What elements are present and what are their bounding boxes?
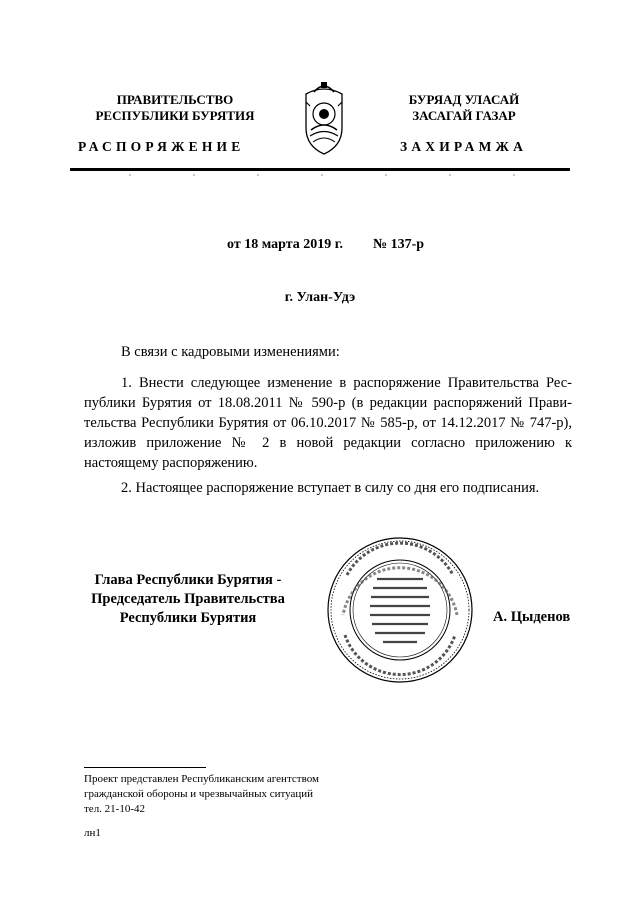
footer-line2: гражданской обороны и чрезвычайных ситуаций [84, 788, 314, 800]
header-right-doc-type: ЗАХИРАМЖА [400, 139, 528, 154]
intro-text: В связи с кадровыми изменениями: [121, 344, 340, 360]
footer-line3: тел. 21-10-42 [84, 803, 146, 815]
item-1: 1. Внести следующее изменение в распоряжение Правительства Республики Бурятия от 18.08.2011 № 590-р (в редакции распоряжений Правительства Республики Бурятия от 06.10.2017 № 585-р, от 14.12.2017 № 747-р), изложив приложение № 2 в новой редакции согласно приложению к настоящему распоряжению. [84, 375, 572, 471]
header-left-line1: ПРАВИТЕЛЬСТВО [116, 92, 234, 107]
coat-of-arms-emblem [300, 80, 348, 156]
item-2: 2. Настоящее распоряжение вступает в силу со дня его подписания. [121, 480, 540, 496]
signatory-name: А. Цыденов [493, 609, 571, 625]
signatory-title-line1: Глава Республики Бурятия - [94, 572, 282, 588]
header-left [70, 92, 280, 124]
footer-rule [84, 767, 206, 768]
footer-note [84, 772, 319, 817]
footer-code: лн1 [84, 827, 101, 839]
header-right-line1: БУРЯАД УЛАСАЙ [408, 92, 520, 107]
official-stamp [325, 535, 475, 685]
signatory-title-line2: Председатель Правительства [91, 591, 285, 607]
document-number: № 137-р [373, 237, 425, 252]
signatory-title-line3: Республики Бурятия [119, 610, 257, 626]
signatory-title [76, 571, 300, 628]
header-rule [70, 168, 570, 171]
header-right-line2: ЗАСАГАЙ ГАЗАР [412, 108, 516, 123]
footer-line1: Проект представлен Республиканским агентством [84, 773, 319, 785]
header-right [374, 92, 554, 124]
header-dotted-line [70, 172, 570, 178]
header-left-doc-type: РАСПОРЯЖЕНИЕ [78, 139, 245, 154]
header-left-line2: РЕСПУБЛИКИ БУРЯТИЯ [95, 108, 255, 123]
document-date: от 18 марта 2019 г. [227, 237, 344, 252]
document-city: г. Улан-Удэ [284, 290, 356, 305]
